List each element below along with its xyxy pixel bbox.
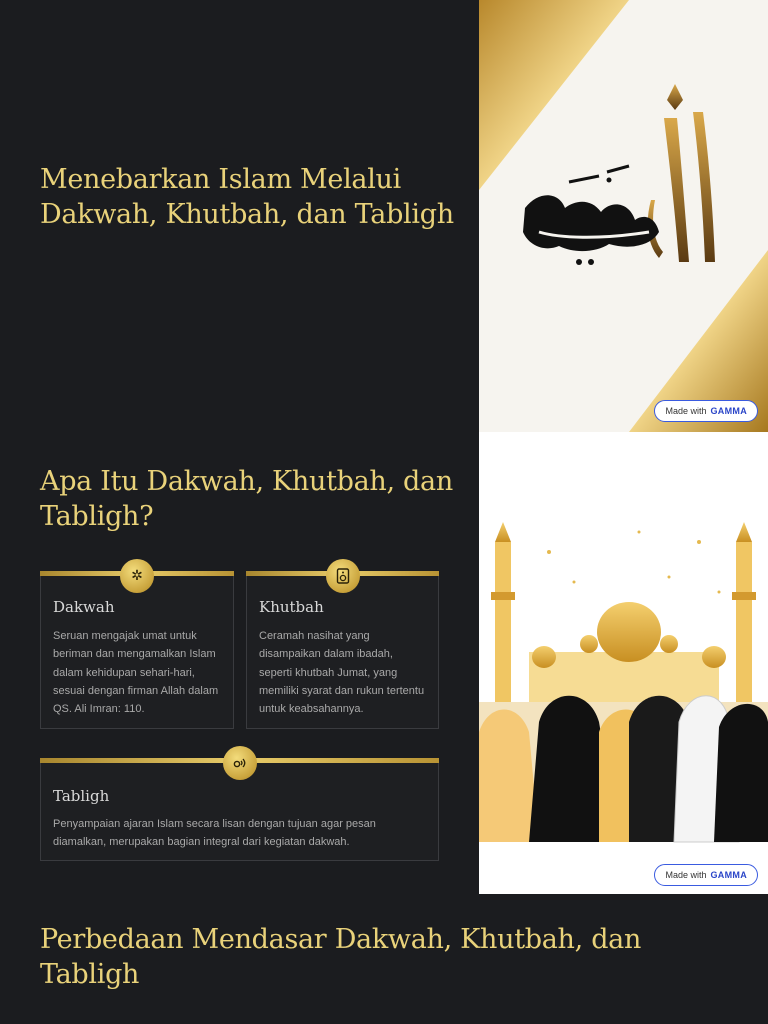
card-heading: Dakwah bbox=[53, 598, 115, 616]
calligraphy-art bbox=[479, 0, 768, 432]
mosque-art bbox=[479, 432, 768, 894]
card-heading: Khutbah bbox=[259, 598, 324, 616]
congregation-crowd bbox=[479, 696, 768, 842]
sparkle-icon: ✲ bbox=[120, 559, 154, 593]
badge-prefix: Made with bbox=[665, 870, 707, 880]
card-tabligh bbox=[40, 758, 439, 861]
mosque-illustration bbox=[479, 432, 768, 894]
card-dakwah bbox=[40, 568, 234, 729]
voice-icon bbox=[223, 746, 257, 780]
speaker-icon bbox=[326, 559, 360, 593]
card-heading: Tabligh bbox=[53, 787, 110, 805]
card-body: Penyampaian ajaran Islam secara lisan dengan tujuan agar pesan diamalkan, merupakan bagian integral dari kegiatan dakwah. bbox=[53, 818, 376, 849]
card-body: Ceramah nasihat yang disampaikan dalam ibadah, seperti khutbah Jumat, yang memiliki syarat dan rukun tertentu untuk keabsahannya. bbox=[259, 630, 425, 716]
card-body: Seruan mengajak umat untuk beriman dan mengamalkan Islam dalam kehidupan sehari-hari, sesuai dengan firman Allah dalam QS. Ali Imran: 110. bbox=[53, 630, 219, 716]
slide2-title: Apa Itu Dakwah, Khutbah, dan Tabligh? bbox=[40, 466, 453, 532]
slide-differences bbox=[0, 894, 768, 1024]
badge-prefix: Made with bbox=[665, 406, 707, 416]
slide3-title: Perbedaan Mendasar Dakwah, Khutbah, dan Tabligh bbox=[40, 924, 642, 990]
badge-brand: GAMMA bbox=[710, 870, 747, 880]
main-dome bbox=[597, 602, 661, 662]
card-khutbah bbox=[246, 571, 439, 729]
badge-brand: GAMMA bbox=[710, 406, 747, 416]
slide-title bbox=[0, 0, 768, 432]
made-with-gamma-badge[interactable] bbox=[654, 400, 758, 422]
slide1-title: Menebarkan Islam Melalui Dakwah, Khutbah, dan Tabligh bbox=[40, 164, 454, 230]
calligraphy-image bbox=[479, 0, 768, 432]
made-with-gamma-badge[interactable] bbox=[654, 864, 758, 886]
slide-definitions bbox=[0, 432, 768, 894]
